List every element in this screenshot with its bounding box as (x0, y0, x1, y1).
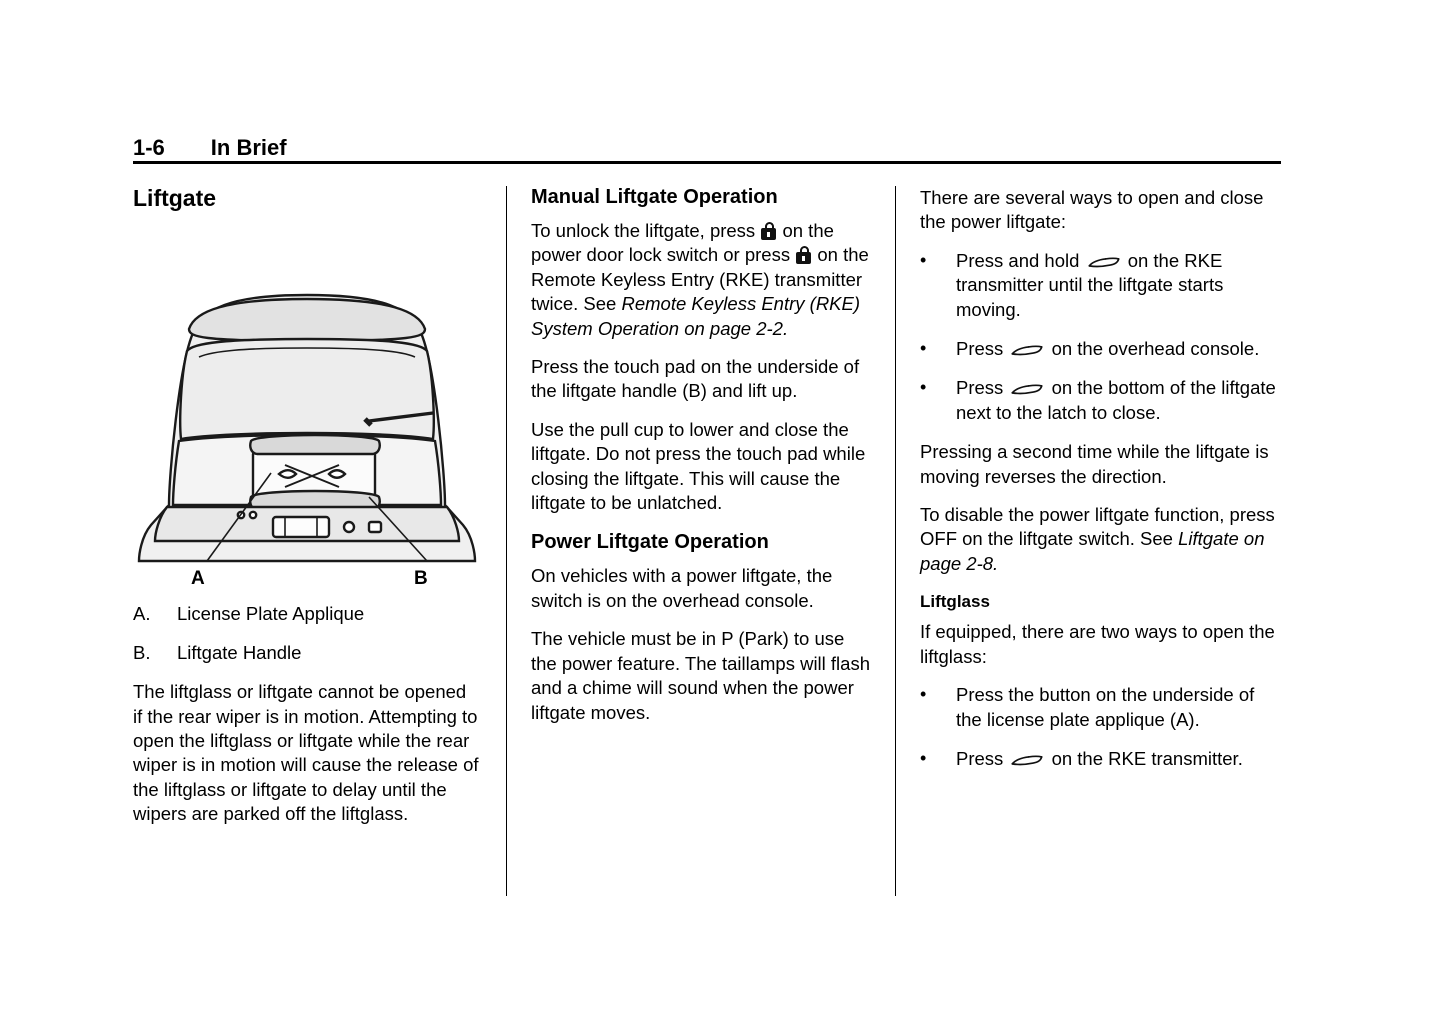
legend-item (133, 641, 480, 666)
bullet-marker: • (920, 338, 927, 359)
section-heading-liftgate: Liftgate (133, 185, 217, 211)
list-item (920, 249, 1283, 322)
list-item-text-part1: Press (956, 338, 1004, 360)
power-switch-paragraph: On vehicles with a power liftgate, the switch is on the overhead console. (531, 565, 833, 611)
manual-unlock-text-part1: To unlock the liftgate, press (531, 220, 756, 241)
liftglass-bullet-list (920, 683, 1283, 771)
list-item-text-part2: on the bottom of the liftgate next to the latch to close. (956, 377, 1276, 423)
list-item-text (956, 249, 1283, 322)
power-liftgate-bullet-list (920, 249, 1283, 425)
list-item-text-part1: Press (956, 377, 1004, 399)
press-second-time-paragraph: Pressing a second time while the liftgate is moving reverses the direction. (920, 441, 1269, 487)
liftgate-open-icon (1010, 752, 1044, 768)
power-open-intro-paragraph: There are several ways to open and close the power liftgate: (920, 187, 1264, 233)
list-item (920, 376, 1283, 425)
disable-power-liftgate-paragraph (920, 503, 1283, 576)
bullet-marker: • (920, 747, 927, 768)
cross-reference-liftgate: Liftgate on page 2-8. (920, 528, 1265, 574)
list-item-text-part2: on the overhead console. (1051, 338, 1260, 360)
legend-key: A. (133, 603, 151, 625)
figure-callouts (133, 568, 481, 594)
list-item-text (956, 337, 1283, 361)
power-park-paragraph: The vehicle must be in P (Park) to use the power feature. The taillamps will flash and a chime will sound when the power liftgate moves. (531, 628, 870, 723)
manual-unlock-text-part2: on the power door lock switch or press (531, 220, 834, 266)
page-header (133, 120, 1281, 164)
liftgate-illustration (133, 225, 480, 570)
bullet-marker: • (920, 377, 927, 398)
column-one (133, 186, 506, 906)
cross-reference-rke: Remote Keyless Entry (RKE) System Operation on page 2-2. (531, 293, 861, 339)
bullet-marker: • (920, 684, 927, 705)
heading-power-liftgate-operation: Power Liftgate Operation (531, 531, 769, 554)
page-columns (133, 186, 1283, 906)
list-item-text-part1: Press (956, 747, 1004, 769)
list-item-text: Press the button on the underside of the license plate applique (A). (956, 684, 1255, 730)
liftgate-open-icon (1010, 381, 1044, 397)
list-item (920, 337, 1283, 361)
unlock-icon (761, 222, 776, 240)
figure-legend (133, 602, 480, 666)
list-item-text-part2: on the RKE transmitter. (1051, 747, 1243, 769)
legend-key: B. (133, 642, 151, 664)
manual-pullcup-paragraph: Use the pull cup to lower and close the liftgate. Do not press the touch pad while closing the liftgate. This will cause the liftgate to be unlatched. (531, 418, 866, 514)
liftgate-open-icon (1010, 342, 1044, 358)
callout-label-a: A (191, 568, 205, 590)
heading-liftglass: Liftglass (920, 592, 990, 612)
legend-item (133, 602, 480, 627)
liftgate-wiper-paragraph: The liftglass or liftgate cannot be opened if the rear wiper is in motion. Attempting to open the liftglass or liftgate while the rear wiper is in motion will cause the release of the liftglass or liftgate to delay until the wipers are parked off the liftglass. (133, 681, 479, 825)
list-item-text (956, 376, 1283, 425)
liftgate-open-icon (1087, 254, 1121, 270)
page-number: 1-6 (133, 135, 165, 160)
manual-unlock-text-part3: on the Remote Keyless Entry (RKE) transmitter twice. See (531, 244, 869, 315)
legend-text: Liftgate Handle (177, 642, 302, 664)
list-item (920, 683, 1283, 732)
callout-label-b: B (414, 568, 428, 590)
legend-text: License Plate Applique (177, 603, 365, 625)
chapter-title: In Brief (210, 135, 287, 160)
list-item-text (956, 747, 1283, 771)
list-item-text-part1: Press and hold (956, 249, 1080, 271)
liftglass-intro-paragraph: If equipped, there are two ways to open the liftglass: (920, 621, 1275, 667)
heading-manual-liftgate-operation: Manual Liftgate Operation (531, 186, 778, 208)
column-three (895, 186, 1283, 896)
manual-unlock-paragraph (531, 219, 871, 341)
list-item-text-part2: on the RKE transmitter until the liftgate starts moving. (956, 249, 1224, 320)
column-two (506, 186, 895, 896)
bullet-marker: • (920, 249, 927, 270)
disable-text-part1: To disable the power liftgate function, press OFF on the liftgate switch. See (920, 504, 1275, 550)
list-item (920, 747, 1283, 771)
manual-touchpad-paragraph: Press the touch pad on the underside of the liftgate handle (B) and lift up. (531, 356, 860, 402)
unlock-icon (796, 246, 811, 264)
